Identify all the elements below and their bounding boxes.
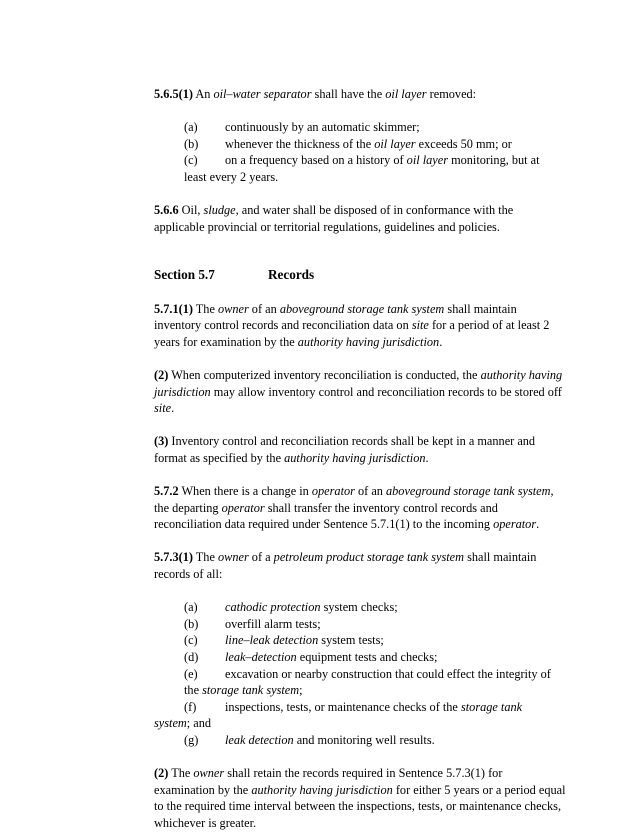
clause-ref: 5.7.2 [154, 484, 179, 499]
list-item-continuation: the storage tank system; [184, 683, 303, 698]
clause-ref: 5.6.5(1) [154, 87, 193, 101]
clause-5-7-1-3: (3) Inventory control and reconciliation records shall be kept in a manner and format as specified by the authority having jurisdiction. [154, 434, 536, 465]
clause-ref: (2) [154, 766, 169, 781]
clause-5-7-1-1: 5.7.1(1) The owner of an aboveground storage tank system shall maintain inventory control records and reconciliation data on site for a period of at least 2 years for examination by the authority having jurisdiction. [154, 301, 550, 349]
clause-ref: (2) [154, 367, 169, 382]
clause-5-6-6: 5.6.6 Oil, sludge, and water shall be disposed of in conformance with the applicable provincial or territorial regulations, guidelines and policies. [154, 203, 514, 234]
list-item: (f) inspections, tests, or maintenance checks of the storage tank [184, 699, 523, 714]
list-item-continuation: system; and [154, 716, 212, 731]
document-body [154, 86, 566, 832]
list-5-6-5 [184, 119, 566, 185]
list-item-continuation: least every 2 years. [184, 169, 279, 184]
list-item: (b) whenever the thickness of the oil layer exceeds 50 mm; or [184, 136, 512, 151]
list-item: (a) continuously by an automatic skimmer; [184, 120, 420, 135]
clause-5-7-3-1: 5.7.3(1) The owner of a petroleum product storage tank system shall maintain records of all: [154, 550, 537, 582]
clause-ref: 5.7.3(1) [154, 550, 193, 565]
clause-5-7-2: 5.7.2 When there is a change in operator of an aboveground storage tank system, the departing operator shall transfer the inventory control records and reconciliation data required under Sentence 5.7.1(1) to the incoming operator. [154, 484, 554, 532]
list-5-7-3 [154, 599, 566, 748]
list-item: (d) leak–detection equipment tests and checks; [184, 650, 438, 664]
clause-ref: 5.7.1(1) [154, 301, 193, 316]
clause-ref: 5.6.6 [154, 203, 179, 218]
list-item: (a) cathodic protection system checks; [184, 600, 398, 615]
list-item: (g) leak detection and monitoring well results. [184, 732, 435, 747]
section-heading: Section 5.7 Records [154, 267, 315, 283]
list-item: (c) line–leak detection system tests; [184, 633, 384, 648]
list-item: (b) overfill alarm tests; [184, 616, 321, 631]
list-item: (c) on a frequency based on a history of oil layer monitoring, but at [184, 153, 540, 168]
clause-5-6-5-1: 5.6.5(1) An oil–water separator shall have the oil layer removed: [154, 87, 477, 101]
clause-ref: (3) [154, 434, 169, 449]
list-item: (e) excavation or nearby construction that could effect the integrity of [184, 666, 551, 681]
clause-5-7-1-2: (2) When computerized inventory reconciliation is conducted, the authority having jurisdiction may allow inventory control and reconciliation records to be stored off site. [154, 367, 563, 416]
clause-5-7-3-2: (2) The owner shall retain the records required in Sentence 5.7.3(1) for examination by the authority having jurisdiction for either 5 years or a period equal to the required time interval between the inspections, tests, or maintenance checks, whichever is greater. [154, 766, 566, 830]
